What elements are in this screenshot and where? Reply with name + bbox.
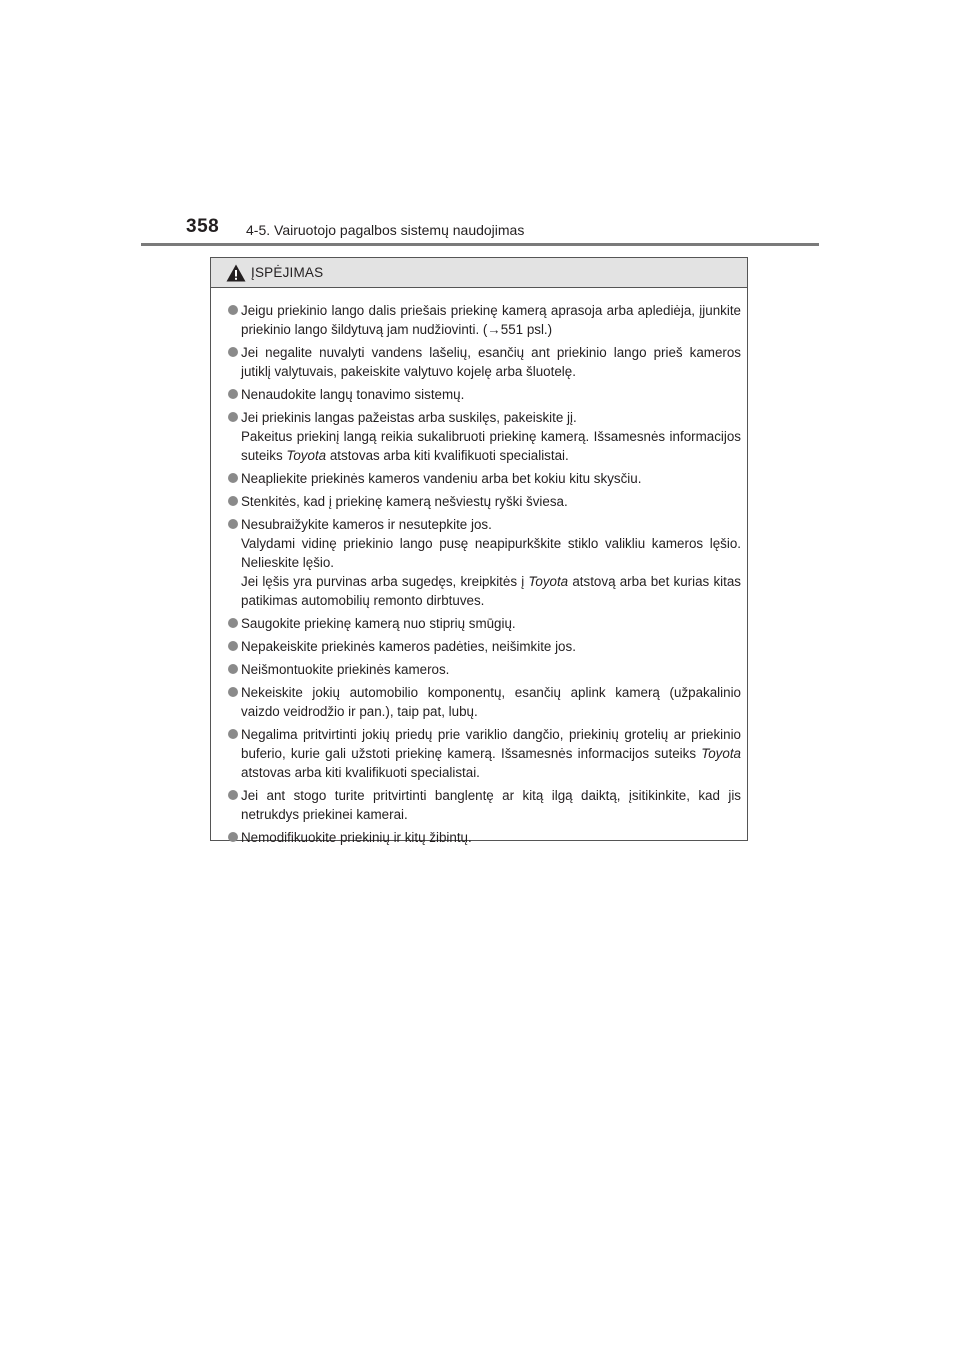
brand-name: Toyota [528,574,569,589]
item-text: Pakeitus priekinį langą reikia sukalibruoti priekinę kamerą. Išsamesnės informacijos suteiks Toyota atstovas arba kiti kvalifikuoti specialistai. [241,429,741,463]
warning-body [211,288,747,847]
item-text: Valydami vidinę priekinio lango pusę neapipurkškite stiklo valikliu kameros lęšio. Nelieskite lęšio. [241,536,741,570]
item-text: Nesubraižykite kameros ir nesutepkite jos. [241,517,492,532]
bullet-icon [228,347,238,357]
list-item [228,614,741,633]
bullet-icon [228,729,238,739]
list-item [228,725,741,782]
list-item [228,492,741,511]
bullet-icon [228,687,238,697]
item-text: Neapliekite priekinės kameros vandeniu arba bet kokiu kitu skysčiu. [241,471,642,486]
list-item [228,469,741,488]
list-item [228,828,741,847]
item-text: Nenaudokite langų tonavimo sistemų. [241,387,465,402]
list-item [228,515,741,610]
list-item [228,385,741,404]
item-text: Jei ant stogo turite pritvirtinti banglentę ar kitą ilgą daiktą, įsitikinkite, kad jis netrukdys priekinei kamerai. [241,788,741,822]
bullet-icon [228,832,238,842]
section-title: 4-5. Vairuotojo pagalbos sistemų naudojimas [246,222,525,238]
list-item [228,683,741,721]
page-number: 358 [186,216,220,237]
bullet-icon [228,473,238,483]
bullet-icon [228,790,238,800]
header-rule [141,243,819,246]
bullet-icon [228,412,238,422]
item-text: Negalima pritvirtinti jokių priedų prie variklio dangčio, priekinių grotelių ar priekinio buferio, kurie gali užstoti priekinę kamerą. Išsamesnės informacijos suteiks Toyota atstovas arba kiti kvalifikuoti specialistai. [241,727,741,780]
list-item [228,408,741,465]
list-item [228,786,741,824]
item-text: Jeigu priekinio lango dalis priešais priekinę kamerą aprasoja arba aplediėja, įjunkite priekinio lango šildytuvą jam nudžiovinti. (→551 psl.) [241,303,741,337]
warning-title: ĮSPĖJIMAS [251,265,324,280]
bullet-icon [228,519,238,529]
brand-name: Toyota [286,448,327,463]
list-item [228,301,741,339]
item-text: Nemodifikuokite priekinių ir kitų žibintų. [241,830,472,845]
bullet-icon [228,618,238,628]
item-text: Saugokite priekinę kamerą nuo stiprių smūgių. [241,616,516,631]
warning-triangle-icon [226,264,246,282]
brand-name: Toyota [701,746,741,761]
warning-header [211,258,747,288]
bullet-icon [228,305,238,315]
item-text: Nekeiskite jokių automobilio komponentų, esančių aplink kamerą (užpakalinio vaizdo veidrodžio ir pan.), taip pat, lubų. [241,685,741,719]
list-item [228,637,741,656]
bullet-icon [228,664,238,674]
list-item [228,660,741,679]
item-text: Jei priekinis langas pažeistas arba suskilęs, pakeiskite jį. [241,410,577,425]
bullet-icon [228,389,238,399]
bullet-icon [228,641,238,651]
warning-box [210,257,748,845]
item-text: Neišmontuokite priekinės kameros. [241,662,450,677]
list-item [228,343,741,381]
item-text: Stenkitės, kad į priekinę kamerą nešviestų ryški šviesa. [241,494,568,509]
item-text: Jei lęšis yra purvinas arba sugedęs, kreipkitės į Toyota atstovą arba bet kurias kitas patikimas automobilių remonto dirbtuves. [241,574,741,608]
bullet-icon [228,496,238,506]
item-text: Jei negalite nuvalyti vandens lašelių, esančių ant priekinio lango prieš kameros jutiklį valytuvais, pakeiskite valytuvo kojelę arba šluotelę. [241,345,741,379]
item-text: Nepakeiskite priekinės kameros padėties, neišimkite jos. [241,639,576,654]
